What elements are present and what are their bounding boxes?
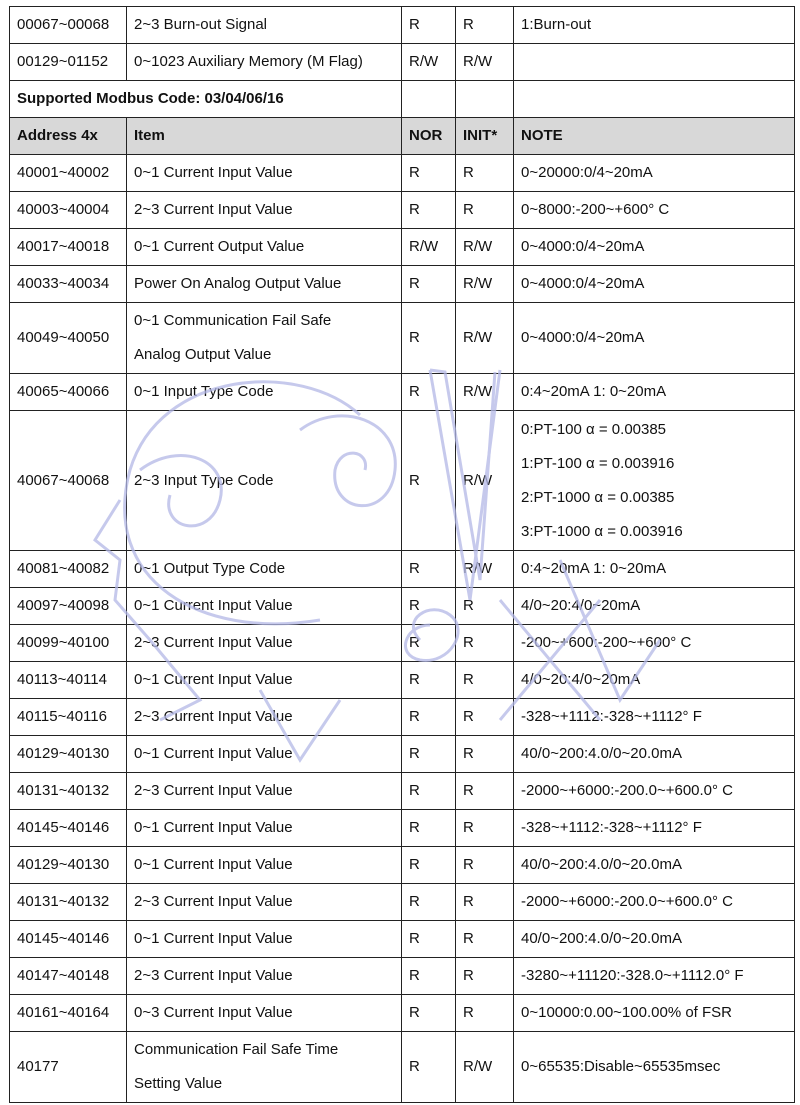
note-cell-line: 0~4000:0/4~20mA (521, 329, 645, 346)
address-cell: 40177 (10, 1032, 127, 1103)
note-cell (514, 266, 795, 303)
note-cell-line: 0:4~20mA 1: 0~20mA (521, 383, 667, 400)
note-cell (514, 625, 795, 662)
address-cell: 40065~40066 (10, 374, 127, 411)
item-cell-line: 0~1 Communication Fail Safe (134, 312, 332, 329)
header-init: INIT* (456, 118, 514, 155)
nor-cell: R (402, 810, 456, 847)
note-cell-line: 40/0~200:4.0/0~20.0mA (521, 856, 682, 873)
note-cell (514, 588, 795, 625)
note-cell (514, 551, 795, 588)
init-cell: R/W (456, 411, 514, 551)
note-cell (514, 662, 795, 699)
address-cell: 40099~40100 (10, 625, 127, 662)
nor-cell: R (402, 374, 456, 411)
note-cell-line: 2:PT-1000 α = 0.00385 (521, 488, 675, 506)
item-cell (127, 921, 402, 958)
note-cell (514, 374, 795, 411)
note-cell (514, 44, 795, 81)
note-cell (514, 847, 795, 884)
init-cell: R/W (456, 1032, 514, 1103)
table-row (10, 411, 795, 551)
table-row (10, 7, 795, 44)
note-cell (514, 192, 795, 229)
item-cell-line: 0~1 Output Type Code (134, 560, 286, 577)
init-cell: R (456, 810, 514, 847)
address-cell: 40147~40148 (10, 958, 127, 995)
table-row (10, 921, 795, 958)
note-cell (514, 921, 795, 958)
item-cell (127, 699, 402, 736)
address-cell: 40113~40114 (10, 662, 127, 699)
note-cell (514, 699, 795, 736)
item-cell-line: 2~3 Current Input Value (134, 967, 293, 984)
note-cell (514, 995, 795, 1032)
note-cell-line: -328~+1112:-328~+1112° F (521, 819, 702, 836)
note-cell-line: 0~4000:0/4~20mA (521, 275, 645, 292)
init-cell: R/W (456, 266, 514, 303)
section-title: Supported Modbus Code: 03/04/06/16 (10, 81, 402, 118)
address-cell: 40129~40130 (10, 847, 127, 884)
note-cell-line: 0~65535:Disable~65535msec (521, 1058, 721, 1075)
item-cell-line: 2~3 Current Input Value (134, 893, 293, 910)
address-cell: 40115~40116 (10, 699, 127, 736)
address-cell: 00067~00068 (10, 7, 127, 44)
nor-cell: R (402, 625, 456, 662)
note-cell (514, 810, 795, 847)
table-row (10, 736, 795, 773)
init-cell: R/W (456, 551, 514, 588)
init-cell: R/W (456, 303, 514, 374)
item-cell (127, 588, 402, 625)
modbus-table-sheet (9, 6, 794, 1103)
section-title-row (10, 81, 795, 118)
note-cell-line: 0:PT-100 α = 0.00385 (521, 420, 667, 438)
item-cell (127, 810, 402, 847)
nor-cell: R (402, 847, 456, 884)
item-cell (127, 192, 402, 229)
nor-cell: R (402, 995, 456, 1032)
header-item: Item (127, 118, 402, 155)
nor-cell: R (402, 411, 456, 551)
note-cell-line: -2000~+6000:-200.0~+600.0° C (521, 893, 734, 910)
init-cell: R (456, 958, 514, 995)
note-cell-line: 0~4000:0/4~20mA (521, 238, 645, 255)
note-cell-line: 3:PT-1000 α = 0.003916 (521, 522, 683, 540)
nor-cell: R (402, 884, 456, 921)
table-row (10, 995, 795, 1032)
note-cell (514, 155, 795, 192)
item-cell-line: 0~1 Current Input Value (134, 819, 293, 836)
nor-cell: R (402, 736, 456, 773)
header-row (10, 118, 795, 155)
init-cell: R (456, 155, 514, 192)
note-cell-line: -328~+1112:-328~+1112° F (521, 708, 702, 725)
address-cell: 40131~40132 (10, 884, 127, 921)
note-cell (514, 884, 795, 921)
item-cell-line: 0~1 Current Input Value (134, 164, 293, 181)
item-cell (127, 625, 402, 662)
address-cell: 40129~40130 (10, 736, 127, 773)
item-cell (127, 411, 402, 551)
item-cell (127, 374, 402, 411)
nor-cell: R (402, 773, 456, 810)
nor-cell: R (402, 958, 456, 995)
item-cell-line: 2~3 Input Type Code (134, 471, 274, 489)
nor-cell: R/W (402, 229, 456, 266)
item-cell-line: 2~3 Current Input Value (134, 201, 293, 218)
item-cell-line: 0~1 Current Input Value (134, 856, 293, 873)
table-row (10, 155, 795, 192)
init-cell: R (456, 736, 514, 773)
item-cell (127, 155, 402, 192)
item-cell-line: Power On Analog Output Value (134, 275, 342, 292)
address-cell: 40003~40004 (10, 192, 127, 229)
init-cell: R (456, 921, 514, 958)
table-row (10, 847, 795, 884)
item-cell-line: Analog Output Value (134, 346, 272, 363)
note-cell-line: 40/0~200:4.0/0~20.0mA (521, 930, 682, 947)
note-cell (514, 229, 795, 266)
note-cell-line: 4/0~20:4/0~20mA (521, 597, 641, 614)
nor-cell: R (402, 7, 456, 44)
item-cell (127, 736, 402, 773)
header-address: Address 4x (10, 118, 127, 155)
note-cell-line: 40/0~200:4.0/0~20.0mA (521, 745, 682, 762)
init-cell: R (456, 662, 514, 699)
nor-cell: R (402, 155, 456, 192)
item-cell (127, 551, 402, 588)
note-cell-line: 0~8000:-200~+600° C (521, 201, 670, 218)
table-row (10, 625, 795, 662)
table-row (10, 44, 795, 81)
init-cell: R (456, 773, 514, 810)
nor-cell: R (402, 266, 456, 303)
table-body (10, 7, 795, 1103)
init-cell: R (456, 588, 514, 625)
item-cell (127, 662, 402, 699)
init-cell: R (456, 7, 514, 44)
note-cell-line: -3280~+11120:-328.0~+1112.0° F (521, 967, 744, 984)
item-cell (127, 773, 402, 810)
address-cell: 40067~40068 (10, 411, 127, 551)
table-row (10, 699, 795, 736)
item-cell-line: 0~3 Current Input Value (134, 1004, 293, 1021)
note-cell (514, 773, 795, 810)
init-cell: R/W (456, 44, 514, 81)
item-cell-line: 0~1 Current Input Value (134, 930, 293, 947)
table-row (10, 374, 795, 411)
note-cell-line: 0~10000:0.00~100.00% of FSR (521, 1004, 732, 1021)
item-cell (127, 303, 402, 374)
item-cell (127, 995, 402, 1032)
item-cell-line: Communication Fail Safe Time (134, 1041, 339, 1058)
modbus-register-table (9, 6, 795, 1103)
address-cell: 40131~40132 (10, 773, 127, 810)
note-cell (514, 736, 795, 773)
table-row (10, 551, 795, 588)
init-cell: R (456, 699, 514, 736)
note-cell-line: -200~+600:-200~+600° C (521, 634, 692, 651)
item-cell-line: 0~1 Current Input Value (134, 745, 293, 762)
note-cell-line: 0~20000:0/4~20mA (521, 164, 653, 181)
note-cell: 1:Burn-out (514, 7, 795, 44)
table-row (10, 773, 795, 810)
note-cell-line: 4/0~20:4/0~20mA (521, 671, 641, 688)
nor-cell: R/W (402, 44, 456, 81)
address-cell: 40033~40034 (10, 266, 127, 303)
item-cell (127, 266, 402, 303)
item-cell-line: 2~3 Current Input Value (134, 782, 293, 799)
note-cell-line: 0:4~20mA 1: 0~20mA (521, 560, 667, 577)
address-cell: 00129~01152 (10, 44, 127, 81)
table-row (10, 958, 795, 995)
item-cell (127, 229, 402, 266)
item-cell (127, 884, 402, 921)
item-cell-line: 0~1 Input Type Code (134, 383, 274, 400)
empty-cell (456, 81, 514, 118)
address-cell: 40081~40082 (10, 551, 127, 588)
nor-cell: R (402, 662, 456, 699)
table-row (10, 266, 795, 303)
empty-cell (402, 81, 456, 118)
note-cell (514, 958, 795, 995)
item-cell-line: Setting Value (134, 1075, 223, 1092)
init-cell: R (456, 625, 514, 662)
table-row (10, 229, 795, 266)
nor-cell: R (402, 303, 456, 374)
note-cell (514, 411, 795, 551)
note-cell (514, 303, 795, 374)
address-cell: 40001~40002 (10, 155, 127, 192)
table-row (10, 303, 795, 374)
header-nor: NOR (402, 118, 456, 155)
item-cell-line: 0~1 Current Input Value (134, 671, 293, 688)
item-cell-line: 0~1 Current Input Value (134, 597, 293, 614)
address-cell: 40049~40050 (10, 303, 127, 374)
item-cell (127, 847, 402, 884)
nor-cell: R (402, 1032, 456, 1103)
empty-cell (514, 81, 795, 118)
header-note: NOTE (514, 118, 795, 155)
address-cell: 40145~40146 (10, 921, 127, 958)
init-cell: R (456, 995, 514, 1032)
note-cell-line: -2000~+6000:-200.0~+600.0° C (521, 782, 734, 799)
nor-cell: R (402, 699, 456, 736)
init-cell: R/W (456, 229, 514, 266)
table-row (10, 588, 795, 625)
note-cell (514, 1032, 795, 1103)
nor-cell: R (402, 921, 456, 958)
address-cell: 40161~40164 (10, 995, 127, 1032)
table-row (10, 662, 795, 699)
table-row (10, 1032, 795, 1103)
nor-cell: R (402, 551, 456, 588)
table-row (10, 810, 795, 847)
init-cell: R (456, 884, 514, 921)
nor-cell: R (402, 588, 456, 625)
address-cell: 40145~40146 (10, 810, 127, 847)
note-cell-line: 1:PT-100 α = 0.003916 (521, 454, 675, 472)
item-cell (127, 958, 402, 995)
item-cell (127, 1032, 402, 1103)
init-cell: R (456, 192, 514, 229)
init-cell: R/W (456, 374, 514, 411)
item-cell: 0~1023 Auxiliary Memory (M Flag) (127, 44, 402, 81)
item-cell-line: 2~3 Current Input Value (134, 708, 293, 725)
nor-cell: R (402, 192, 456, 229)
init-cell: R (456, 847, 514, 884)
item-cell-line: 2~3 Current Input Value (134, 634, 293, 651)
table-row (10, 192, 795, 229)
address-cell: 40017~40018 (10, 229, 127, 266)
item-cell-line: 0~1 Current Output Value (134, 238, 305, 255)
address-cell: 40097~40098 (10, 588, 127, 625)
table-row (10, 884, 795, 921)
item-cell: 2~3 Burn-out Signal (127, 7, 402, 44)
